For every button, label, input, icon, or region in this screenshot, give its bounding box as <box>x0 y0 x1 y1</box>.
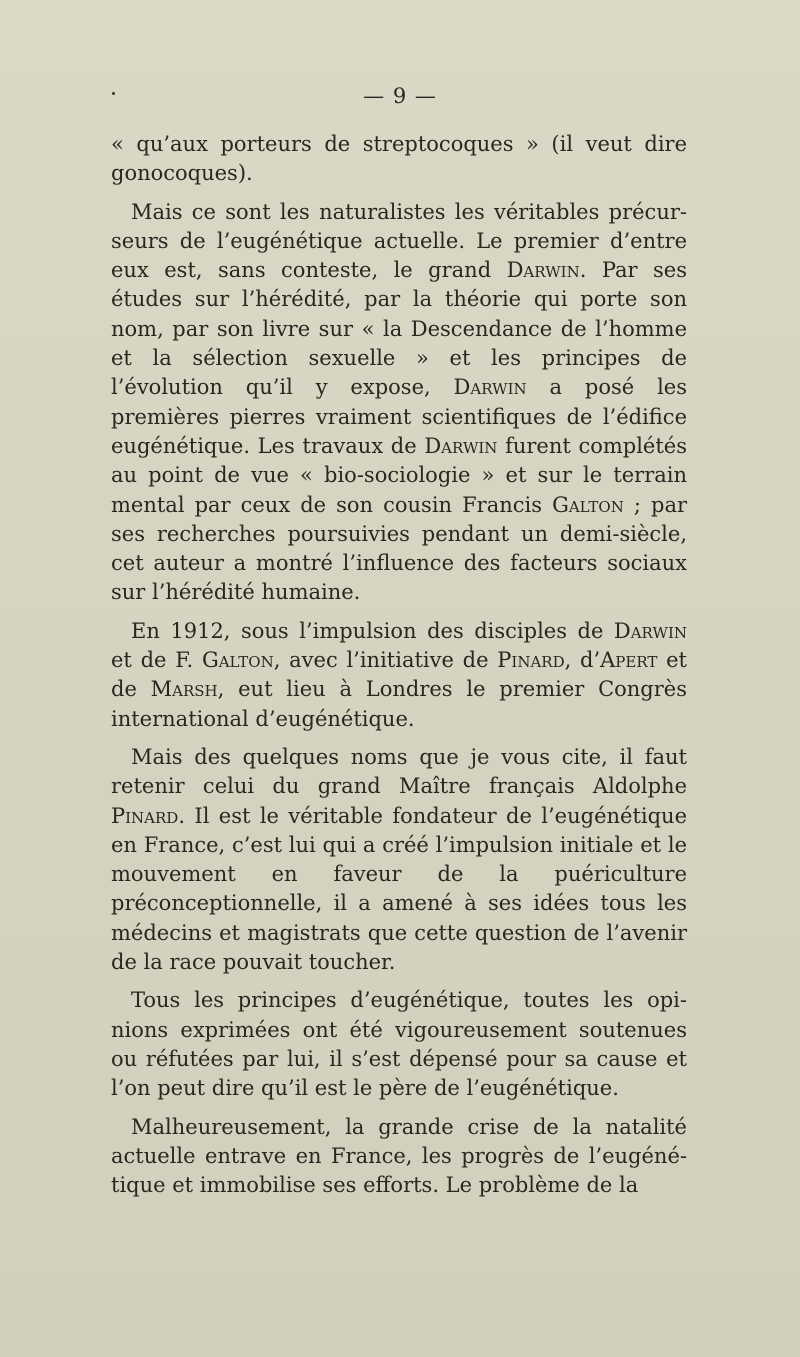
author-name: Darwin <box>613 618 687 643</box>
text-run: Mais des quelques noms que je vous cite, il faut retenir celui du grand Maître français Aldolphe <box>111 744 687 799</box>
author-name: Apert <box>600 648 658 673</box>
text-run: , d’ <box>564 648 601 673</box>
author-name: Darwin <box>453 375 527 400</box>
paragraph-5: Tous les principes d’eugénétique, toutes les opinions exprimées ont été vigoureusement soutenues ou réfutées par lui, il s’est dépensé pour sa cause et l’on peut dire qu’il est le père de l’eugénétique. <box>111 988 687 1101</box>
paragraph-2 <box>111 198 687 608</box>
text-run: et de F. <box>111 648 202 673</box>
text-run: furent complétés au point de vue « bio-sociologie » et sur le terrain mental par ceux de son cousin Francis <box>111 433 687 517</box>
text-run: et de <box>111 648 687 702</box>
paragraph-6: Malheureusement, la grande crise de la natalité actuelle entrave en France, les progrès de l’eugénétique et immobilise ses efforts. Le problème de la <box>111 1114 687 1198</box>
text-run: a posé les premières pierres vraiment scientifiques de l’édifice eugénétique. Les travaux de <box>111 375 687 458</box>
text-run: , eut lieu à Londres le premier Congrès international d’eugénétique. <box>111 677 687 731</box>
paragraph-3 <box>111 617 687 734</box>
author-name: Marsh <box>150 677 218 702</box>
author-name: Galton <box>552 492 624 517</box>
text-run: En 1912, sous l’impulsion des disciples de <box>131 618 614 643</box>
text-run: . Il est le véritable fondateur de l’eugénétique en France, c’est lui qui a créé l’impulsion initiale et le mouvement en faveur de la puériculture préconceptionnelle, il a amené à ses idées tous les médecins et magistrats que cette question de l’avenir de la race pouvait toucher. <box>111 803 687 975</box>
text-run: ; par ses recherches poursuivies pendant un demi-siècle, cet auteur a montré l’influence des facteurs sociaux sur l’hérédité humaine. <box>111 492 688 605</box>
author-name: Darwin <box>424 433 498 458</box>
text-run: . Par ses études sur l’hérédité, par la théorie qui porte son nom, par son livre sur « la Descendance de l’homme et la sélection sexuelle » et les principes de l’évolution qu’il y expose, <box>111 258 687 400</box>
text-run: Mais ce sont les naturalistes les véritables précurseurs de l’eugénétique actuelle. Le premier d’entre eux est, sans conteste, le grand <box>111 199 687 283</box>
author-name: Galton <box>201 648 274 673</box>
author-name: Pinard <box>111 803 179 828</box>
page-number: — 9 — <box>363 84 437 108</box>
author-name: Pinard <box>497 648 565 673</box>
paragraph-4 <box>111 743 687 977</box>
body-text <box>111 130 687 1209</box>
paragraph-1: « qu’aux porteurs de streptocoques » (il veut dire gonocoques). <box>111 132 687 186</box>
author-name: Darwin <box>506 258 580 283</box>
text-run: , avec l’initiative de <box>273 648 498 673</box>
